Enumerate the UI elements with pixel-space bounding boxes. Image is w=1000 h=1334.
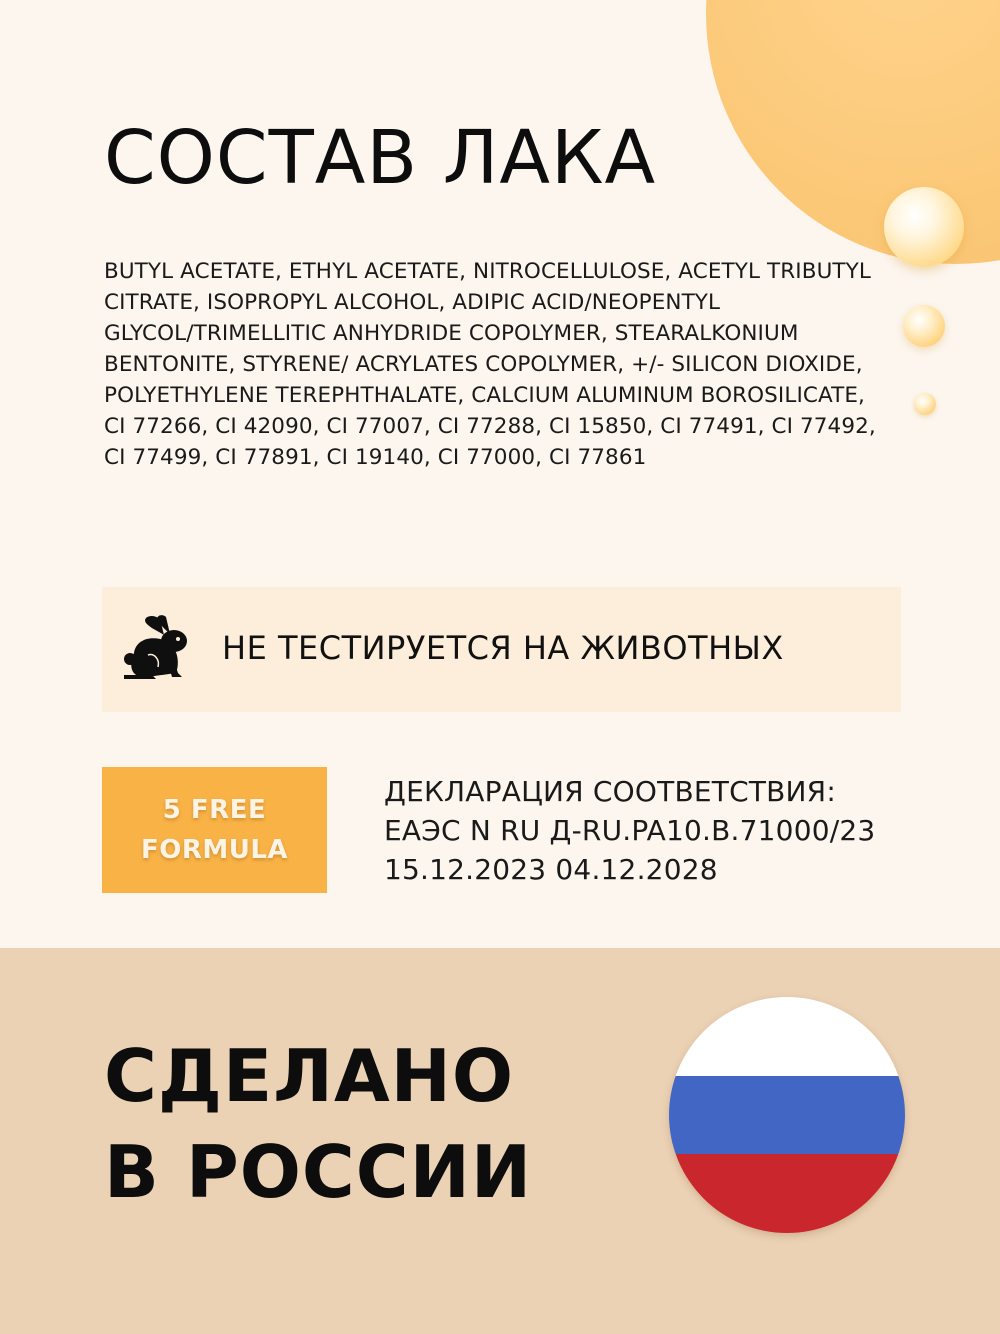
rabbit-icon xyxy=(122,615,192,681)
decorative-pearl-large xyxy=(884,187,964,267)
five-free-formula-badge xyxy=(102,767,327,893)
decorative-pearl-medium xyxy=(903,305,945,347)
decorative-pearl-small xyxy=(914,393,936,415)
ingredients-list: BUTYL ACETATE, ETHYL ACETATE, NITROCELLULOSE, ACETYL TRIBUTYL CITRATE, ISOPROPYL ALCOHOL, ADIPIC ACID/NEOPENTYL GLYCOL/TRIMELLITIC ANHYDRIDE COPOLYMER, STEARALKONIUM BENTONITE, STYRENE/ ACRYLATES COPOLYMER, +/- SILICON DIOXIDE, POLYETHYLENE TEREPHTHALATE, CALCIUM ALUMINUM BOROSILICATE, CI 77266, CI 42090, CI 77007, CI 77288, CI 15850, CI 77491, CI 77492, CI 77499, CI 77891, CI 19140, CI 77000, CI 77861 xyxy=(104,259,876,470)
declaration-of-conformity xyxy=(384,772,984,889)
badge-line-2: FORMULA xyxy=(140,835,289,865)
flag-blue-stripe xyxy=(669,1076,905,1154)
flag-white-stripe xyxy=(669,997,905,1076)
page-title: СОСТАВ ЛАКА xyxy=(104,115,657,201)
made-in-line-2: В РОССИИ xyxy=(104,1130,533,1214)
russian-flag-icon xyxy=(669,997,905,1233)
made-in-line-1: СДЕЛАНО xyxy=(104,1034,515,1118)
declaration-dates: 15.12.2023 04.12.2028 xyxy=(384,853,718,886)
bottom-section xyxy=(0,948,1000,1334)
declaration-heading: ДЕКЛАРАЦИЯ СООТВЕТСТВИЯ: xyxy=(384,775,836,808)
cruelty-free-text: НЕ ТЕСТИРУЕТСЯ НА ЖИВОТНЫХ xyxy=(222,629,784,667)
cruelty-free-banner xyxy=(102,587,901,712)
badge-line-1: 5 FREE xyxy=(162,795,267,825)
flag-red-stripe xyxy=(669,1154,905,1233)
declaration-number: ЕАЭС N RU Д-RU.PA10.B.71000/23 xyxy=(384,814,876,847)
made-in-russia-heading xyxy=(104,1028,532,1220)
